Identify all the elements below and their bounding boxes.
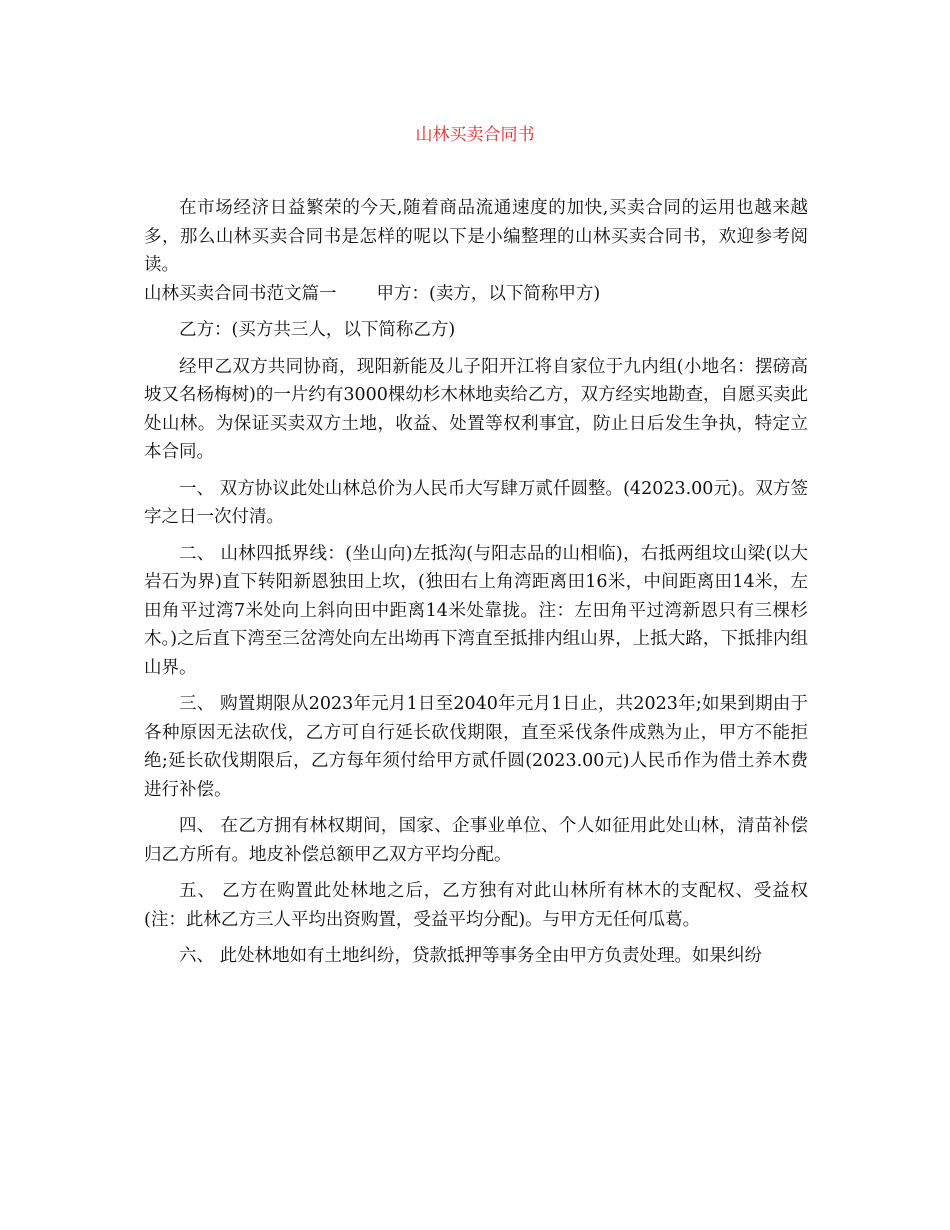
clause-2-boundaries: 二、 山林四抵界线：(坐山向)左抵沟(与阳志品的山相临)，右抵两组坟山梁(以大岩石为界)直下转阳新恩独田上坎，(独田右上角湾距离田16米，中间距离田14米，左田角平过湾7米处向上斜向田中距离14米处靠拢。注：左田角平过湾新恩只有三棵杉木。)之后直下湾至三岔湾处向左出坳再下湾直至抵排内组山界，上抵大路，下抵排内组山界。 <box>144 543 808 678</box>
agreement-preamble: 经甲乙双方共同协商，现阳新能及儿子阳开江将自家位于九内组(小地名：摆磅高坡又名杨梅树)的一片约有3000棵幼杉木林地卖给乙方，双方经实地勘查，自愿买卖此处山林。为保证买卖双方土地，收益、处置等权利事宜，防止日后发生争执，特定立本合同。 <box>144 356 808 462</box>
clause-5-rights: 五、 乙方在购置此处林地之后，乙方独有对此山林所有林木的支配权、受益权(注：此林乙方三人平均出资购置，受益平均分配)。与甲方无任何瓜葛。 <box>144 881 808 930</box>
clause-4-compensation: 四、 在乙方拥有林权期间，国家、企事业单位、个人如征用此处山林，清苗补偿归乙方所有。地皮补偿总额甲乙双方平均分配。 <box>144 816 808 865</box>
section-heading-line <box>144 280 808 309</box>
party-b-line: 乙方：(买方共三人，以下简称乙方) <box>179 320 456 340</box>
intro-paragraph: 在市场经济日益繁荣的今天,随着商品流通速度的加快,买卖合同的运用也越来越多，那么山林买卖合同书是怎样的呢以下是小编整理的山林买卖合同书，欢迎参考阅读。 <box>144 198 808 275</box>
clause-1-total-price: 一、 双方协议此处山林总价为人民币大写肆万贰仟圆整。(42023.00元)。双方签字之日一次付清。 <box>144 478 808 527</box>
clause-6-disputes: 六、 此处林地如有土地纠纷，贷款抵押等事务全由甲方负责处理。如果纠纷 <box>179 946 763 966</box>
section-heading: 山林买卖合同书范文篇一 <box>144 283 337 304</box>
document-title: 山林买卖合同书 <box>415 125 535 145</box>
document-body <box>144 194 808 979</box>
party-a-line: 甲方：(卖方，以下简称甲方) <box>376 283 601 304</box>
clause-3-term: 三、 购置期限从2023年元月1日至2040年元月1日止，共2023年;如果到期由于各种原因无法砍伐，乙方可自行延长砍伐期限，直至采伐条件成熟为止，甲方不能拒绝;延长砍伐期限后，乙方每年须付给甲方贰仟圆(2023.00元)人民币作为借土养木费进行补偿。 <box>144 694 808 800</box>
